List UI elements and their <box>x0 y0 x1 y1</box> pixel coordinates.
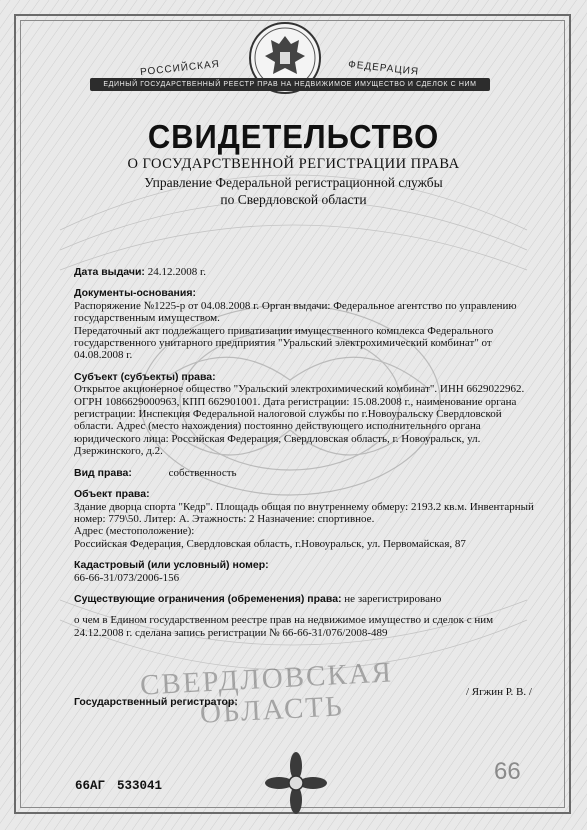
issue-date-row <box>74 266 534 278</box>
cadastral-value: 66-66-31/073/2006-156 <box>74 571 180 584</box>
restrictions-row <box>74 593 534 605</box>
basis-text-1: Распоряжение №1225-р от 04.08.2008 г. Орган выдачи: Федеральное агентство по управлению государственным имуществом. <box>74 299 517 325</box>
registry-band: ЕДИНЫЙ ГОСУДАРСТВЕННЫЙ РЕЕСТР ПРАВ НА НЕДВИЖИМОЕ ИМУЩЕСТВО И СДЕЛОК С НИМ <box>90 78 490 91</box>
ribbon-federation: ФЕДЕРАЦИЯ <box>347 59 420 78</box>
certificate-body <box>74 266 534 639</box>
restrictions-label: Существующие ограничения (обременения) права: <box>74 592 342 605</box>
issuing-authority-line2: по Свердловской области <box>220 192 367 207</box>
document-subtitle: О ГОСУДАРСТВЕННОЙ РЕГИСТРАЦИИ ПРАВА <box>127 156 460 172</box>
stamp-line1: СВЕРДЛОВСКАЯ <box>139 656 394 702</box>
blank-serial <box>75 779 174 793</box>
object-text-3: Российская Федерация, Свердловская область, г.Новоуральск, ул. Первомайская, 87 <box>74 537 466 550</box>
serial-number: 533041 <box>117 779 163 793</box>
right-type-row <box>74 467 534 479</box>
basis-text-2: Передаточный акт подлежащего приватизации имущественного комплекса Федерального государственного унитарного предприятия "Уральский электрохимический комбинат" от 04.08.2008 г. <box>74 324 494 362</box>
region-code: 66 <box>494 758 521 785</box>
object-text-1: Здание дворца спорта "Кедр". Площадь общая по внутреннему обмеру: 2193.2 кв.м. Инвентарный номер: 779\50. Литер: А. Этажность: 2 Назначение: спортивное. <box>74 500 534 525</box>
object-label: Объект права: <box>74 488 150 501</box>
cadastral-label: Кадастровый (или условный) номер: <box>74 559 269 572</box>
subject-label: Субъект (субъекты) права: <box>74 370 216 383</box>
record-text: о чем в Едином государственном реестре прав на недвижимое имущество и сделок с ним 24.12.2008 г. сделана запись регистрации № 66-66-31/076/2008-489 <box>74 614 494 639</box>
document-title: СВИДЕТЕЛЬСТВО <box>147 118 440 155</box>
basis-label: Документы-основания: <box>74 287 196 300</box>
ribbon-russian: РОССИЙСКАЯ <box>139 58 221 79</box>
stamp-line2: ОБЛАСТЬ <box>199 690 345 730</box>
series-code: 66АГ <box>75 779 106 793</box>
restrictions-value: не зарегистрировано <box>344 592 442 605</box>
registrar-name: / Ягжин Р. В. / <box>466 686 532 698</box>
issuing-authority-line1: Управление Федеральной регистрационной службы <box>144 175 443 190</box>
right-type-label: Вид права: <box>74 466 132 479</box>
rosette-ornament <box>265 752 327 814</box>
issue-date-value: 24.12.2008 г. <box>147 266 206 278</box>
registrar-label: Государственный регистратор: <box>74 696 238 708</box>
object-text-2: Адрес (местоположение): <box>74 525 195 538</box>
right-type-value: собственность <box>168 466 237 479</box>
subject-text: Открытое акционерное общество "Уральский электрохимический комбинат". ИНН 6629022962. ОГРН 1086629000963, КПП 662901001. Дата регистрации: 15.08.2008 г., наименование органа регистрации: Инспекция Федеральной налоговой службы по г.Новоуральску Свердловской области. Адрес (место нахождения) постоянно действующего исполнительного органа юридического лица: Российская Федерация, Свердловская область, г. Новоуральск, ул. Дзержинского, д.2. <box>74 383 525 458</box>
issue-date-label: Дата выдачи: <box>74 266 145 278</box>
